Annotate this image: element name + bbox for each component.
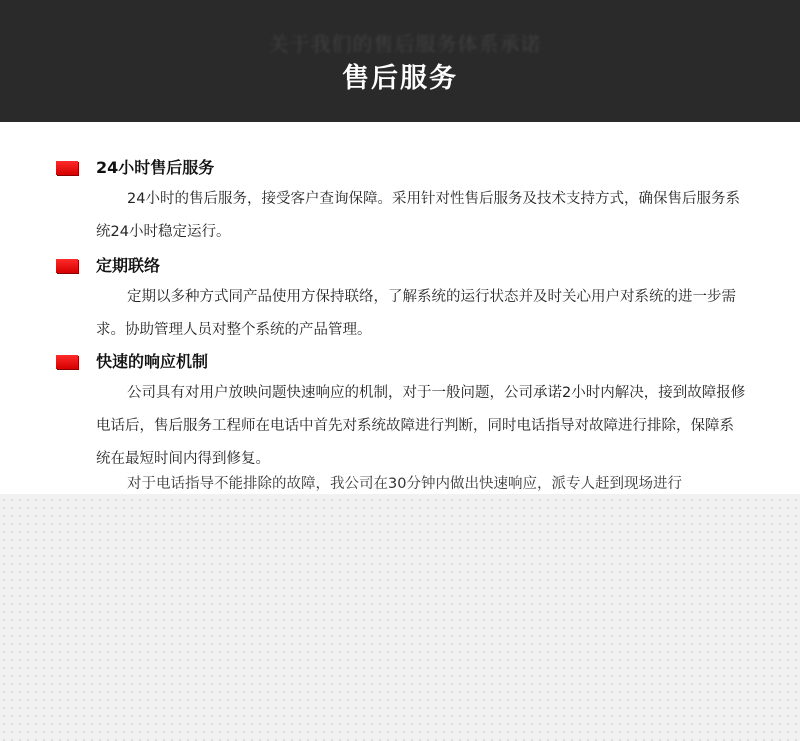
header-banner bbox=[0, 0, 800, 122]
red-bullet-icon bbox=[56, 259, 78, 273]
red-bullet-icon bbox=[56, 161, 78, 175]
red-bullet-icon bbox=[56, 355, 78, 369]
section-title: 定期联络 bbox=[96, 256, 161, 275]
section-paragraph: 24小时的售后服务，接受客户查询保障。采用针对性售后服务及技术支持方式，确保售后服务系统24小时稳定运行。 bbox=[96, 191, 740, 240]
content-panel bbox=[0, 122, 800, 494]
section-title: 快速的响应机制 bbox=[96, 352, 209, 371]
header-subtitle: 关于我们的售后服务体系承诺 bbox=[268, 32, 542, 56]
section-paragraph: 定期以多种方式同产品使用方保持联络，了解系统的运行状态并及时关心用户对系统的进一步需求。协助管理人员对整个系统的产品管理。 bbox=[96, 289, 736, 338]
page-title: 售后服务 bbox=[342, 63, 458, 94]
section-paragraph: 公司具有对用户放映问题快速响应的机制，对于一般问题，公司承诺2小时内解决，接到故障报修电话后，售后服务工程师在电话中首先对系统故障进行判断，同时电话指导对故障进行排除，保障系统在最短时间内得到修复。 bbox=[96, 385, 746, 467]
section-paragraph-cut: 对于电话指导不能排除的故障，我公司在30分钟内做出快速响应，派专人赶到现场进行 bbox=[127, 476, 682, 492]
section-title: 24小时售后服务 bbox=[96, 158, 215, 177]
